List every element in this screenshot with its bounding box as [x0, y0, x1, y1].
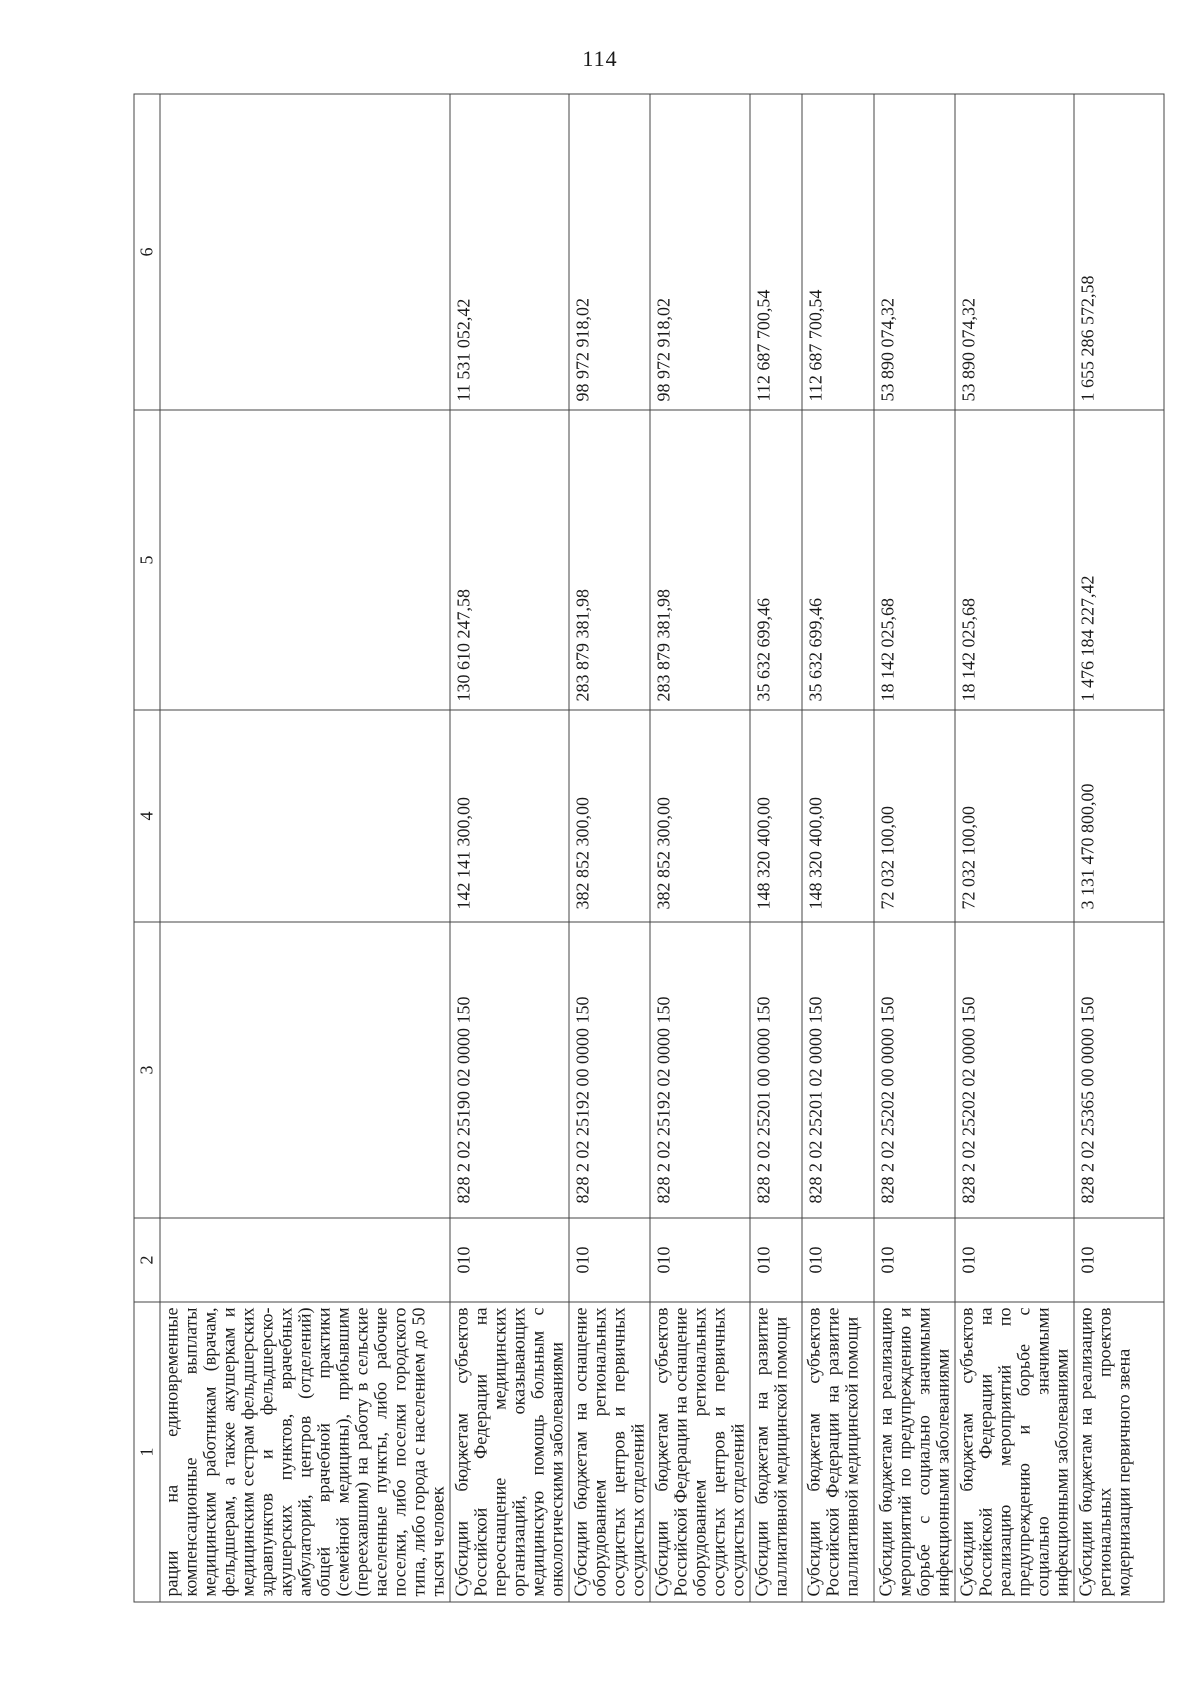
page-number: 114 — [582, 46, 618, 71]
row-amount-4: 382 852 300,00 — [569, 710, 650, 922]
row-amount-4: 142 141 300,00 — [450, 710, 569, 922]
row-description: Субсидии бюджетам на реализацию мероприятий по предупреждению и борьбе с социально значимыми инфекционными заболеваниями — [874, 1302, 955, 1602]
row-amount-5: 1 476 184 227,42 — [1074, 410, 1164, 710]
row-amount-4: 3 131 470 800,00 — [1074, 710, 1164, 922]
row-code: 010 — [450, 1218, 569, 1302]
row-amount-5 — [160, 410, 450, 710]
table-row — [802, 94, 874, 1602]
budget-table — [134, 93, 1165, 1602]
row-amount-6: 11 531 052,42 — [450, 94, 569, 410]
row-amount-5: 35 632 699,46 — [802, 410, 874, 710]
row-kbk: 828 2 02 25192 00 0000 150 — [569, 922, 650, 1218]
table-row — [160, 94, 450, 1602]
rotated-table-wrapper — [134, 94, 1134, 1602]
row-kbk: 828 2 02 25190 02 0000 150 — [450, 922, 569, 1218]
row-amount-5: 18 142 025,68 — [955, 410, 1074, 710]
row-description: Субсидии бюджетам на оснащение оборудованием региональных сосудистых центров и первичных сосудистых отделений — [569, 1302, 650, 1602]
row-description: Субсидии бюджетам на развитие паллиативной медицинской помощи — [750, 1302, 802, 1602]
row-amount-6: 53 890 074,32 — [874, 94, 955, 410]
table-row — [874, 94, 955, 1602]
row-code: 010 — [1074, 1218, 1164, 1302]
header-cell: 6 — [134, 94, 160, 410]
row-kbk: 828 2 02 25201 00 0000 150 — [750, 922, 802, 1218]
row-amount-6: 98 972 918,02 — [569, 94, 650, 410]
row-code: 010 — [650, 1218, 750, 1302]
row-amount-6 — [160, 94, 450, 410]
header-cell: 1 — [134, 1302, 160, 1602]
row-code: 010 — [569, 1218, 650, 1302]
row-kbk: 828 2 02 25202 00 0000 150 — [874, 922, 955, 1218]
header-cell: 3 — [134, 922, 160, 1218]
row-amount-4: 382 852 300,00 — [650, 710, 750, 922]
row-description: рации на единовременные компенсационные выплаты медицинским работникам (врачам, фельдшерам, а также акушеркам и медицинским сестрам фельдшерских здравпунктов и фельдшерско-акушерских пунктов, врачебных амбулаторий, центров (отделений) общей врачебной практики (семейной медицины), прибывшим (переехавшим) на работу в сельские населенные пункты, либо рабочие поселки, либо поселки городского типа, либо города с населением до 50 тысяч человек — [160, 1302, 450, 1602]
row-description: Субсидии бюджетам на реализацию региональных проектов модернизации первичного звена — [1074, 1302, 1164, 1602]
table-row — [750, 94, 802, 1602]
row-amount-4: 148 320 400,00 — [750, 710, 802, 922]
row-kbk: 828 2 02 25202 02 0000 150 — [955, 922, 1074, 1218]
row-kbk: 828 2 02 25365 00 0000 150 — [1074, 922, 1164, 1218]
row-amount-4: 72 032 100,00 — [874, 710, 955, 922]
row-amount-5: 18 142 025,68 — [874, 410, 955, 710]
row-kbk: 828 2 02 25192 02 0000 150 — [650, 922, 750, 1218]
row-code: 010 — [874, 1218, 955, 1302]
row-amount-6: 112 687 700,54 — [750, 94, 802, 410]
table-row — [569, 94, 650, 1602]
row-amount-4: 148 320 400,00 — [802, 710, 874, 922]
row-amount-5: 283 879 381,98 — [569, 410, 650, 710]
header-cell: 4 — [134, 710, 160, 922]
table-row — [450, 94, 569, 1602]
row-amount-5: 283 879 381,98 — [650, 410, 750, 710]
table-header-row — [134, 94, 160, 1602]
row-code: 010 — [802, 1218, 874, 1302]
header-cell: 5 — [134, 410, 160, 710]
table-row — [1074, 94, 1164, 1602]
row-kbk: 828 2 02 25201 02 0000 150 — [802, 922, 874, 1218]
row-code: 010 — [750, 1218, 802, 1302]
row-description: Субсидии бюджетам субъектов Российской Федерации на развитие паллиативной медицинской помощи — [802, 1302, 874, 1602]
row-amount-6: 98 972 918,02 — [650, 94, 750, 410]
row-amount-6: 112 687 700,54 — [802, 94, 874, 410]
row-description: Субсидии бюджетам субъектов Российской Федерации на оснащение оборудованием региональных сосудистых центров и первичных сосудистых отделений — [650, 1302, 750, 1602]
row-amount-6: 1 655 286 572,58 — [1074, 94, 1164, 410]
row-amount-5: 130 610 247,58 — [450, 410, 569, 710]
row-kbk — [160, 922, 450, 1218]
row-amount-6: 53 890 074,32 — [955, 94, 1074, 410]
row-code — [160, 1218, 450, 1302]
row-amount-4 — [160, 710, 450, 922]
row-description: Субсидии бюджетам субъектов Российской Федерации на переоснащение медицинских организаций, оказывающих медицинскую помощь больным с онкологическими заболеваниями — [450, 1302, 569, 1602]
row-amount-5: 35 632 699,46 — [750, 410, 802, 710]
row-code: 010 — [955, 1218, 1074, 1302]
table-row — [955, 94, 1074, 1602]
table-row — [650, 94, 750, 1602]
header-cell: 2 — [134, 1218, 160, 1302]
row-description: Субсидии бюджетам субъектов Российской Федерации на реализацию мероприятий по предупреждению и борьбе с социально значимыми инфекционными заболеваниями — [955, 1302, 1074, 1602]
row-amount-4: 72 032 100,00 — [955, 710, 1074, 922]
